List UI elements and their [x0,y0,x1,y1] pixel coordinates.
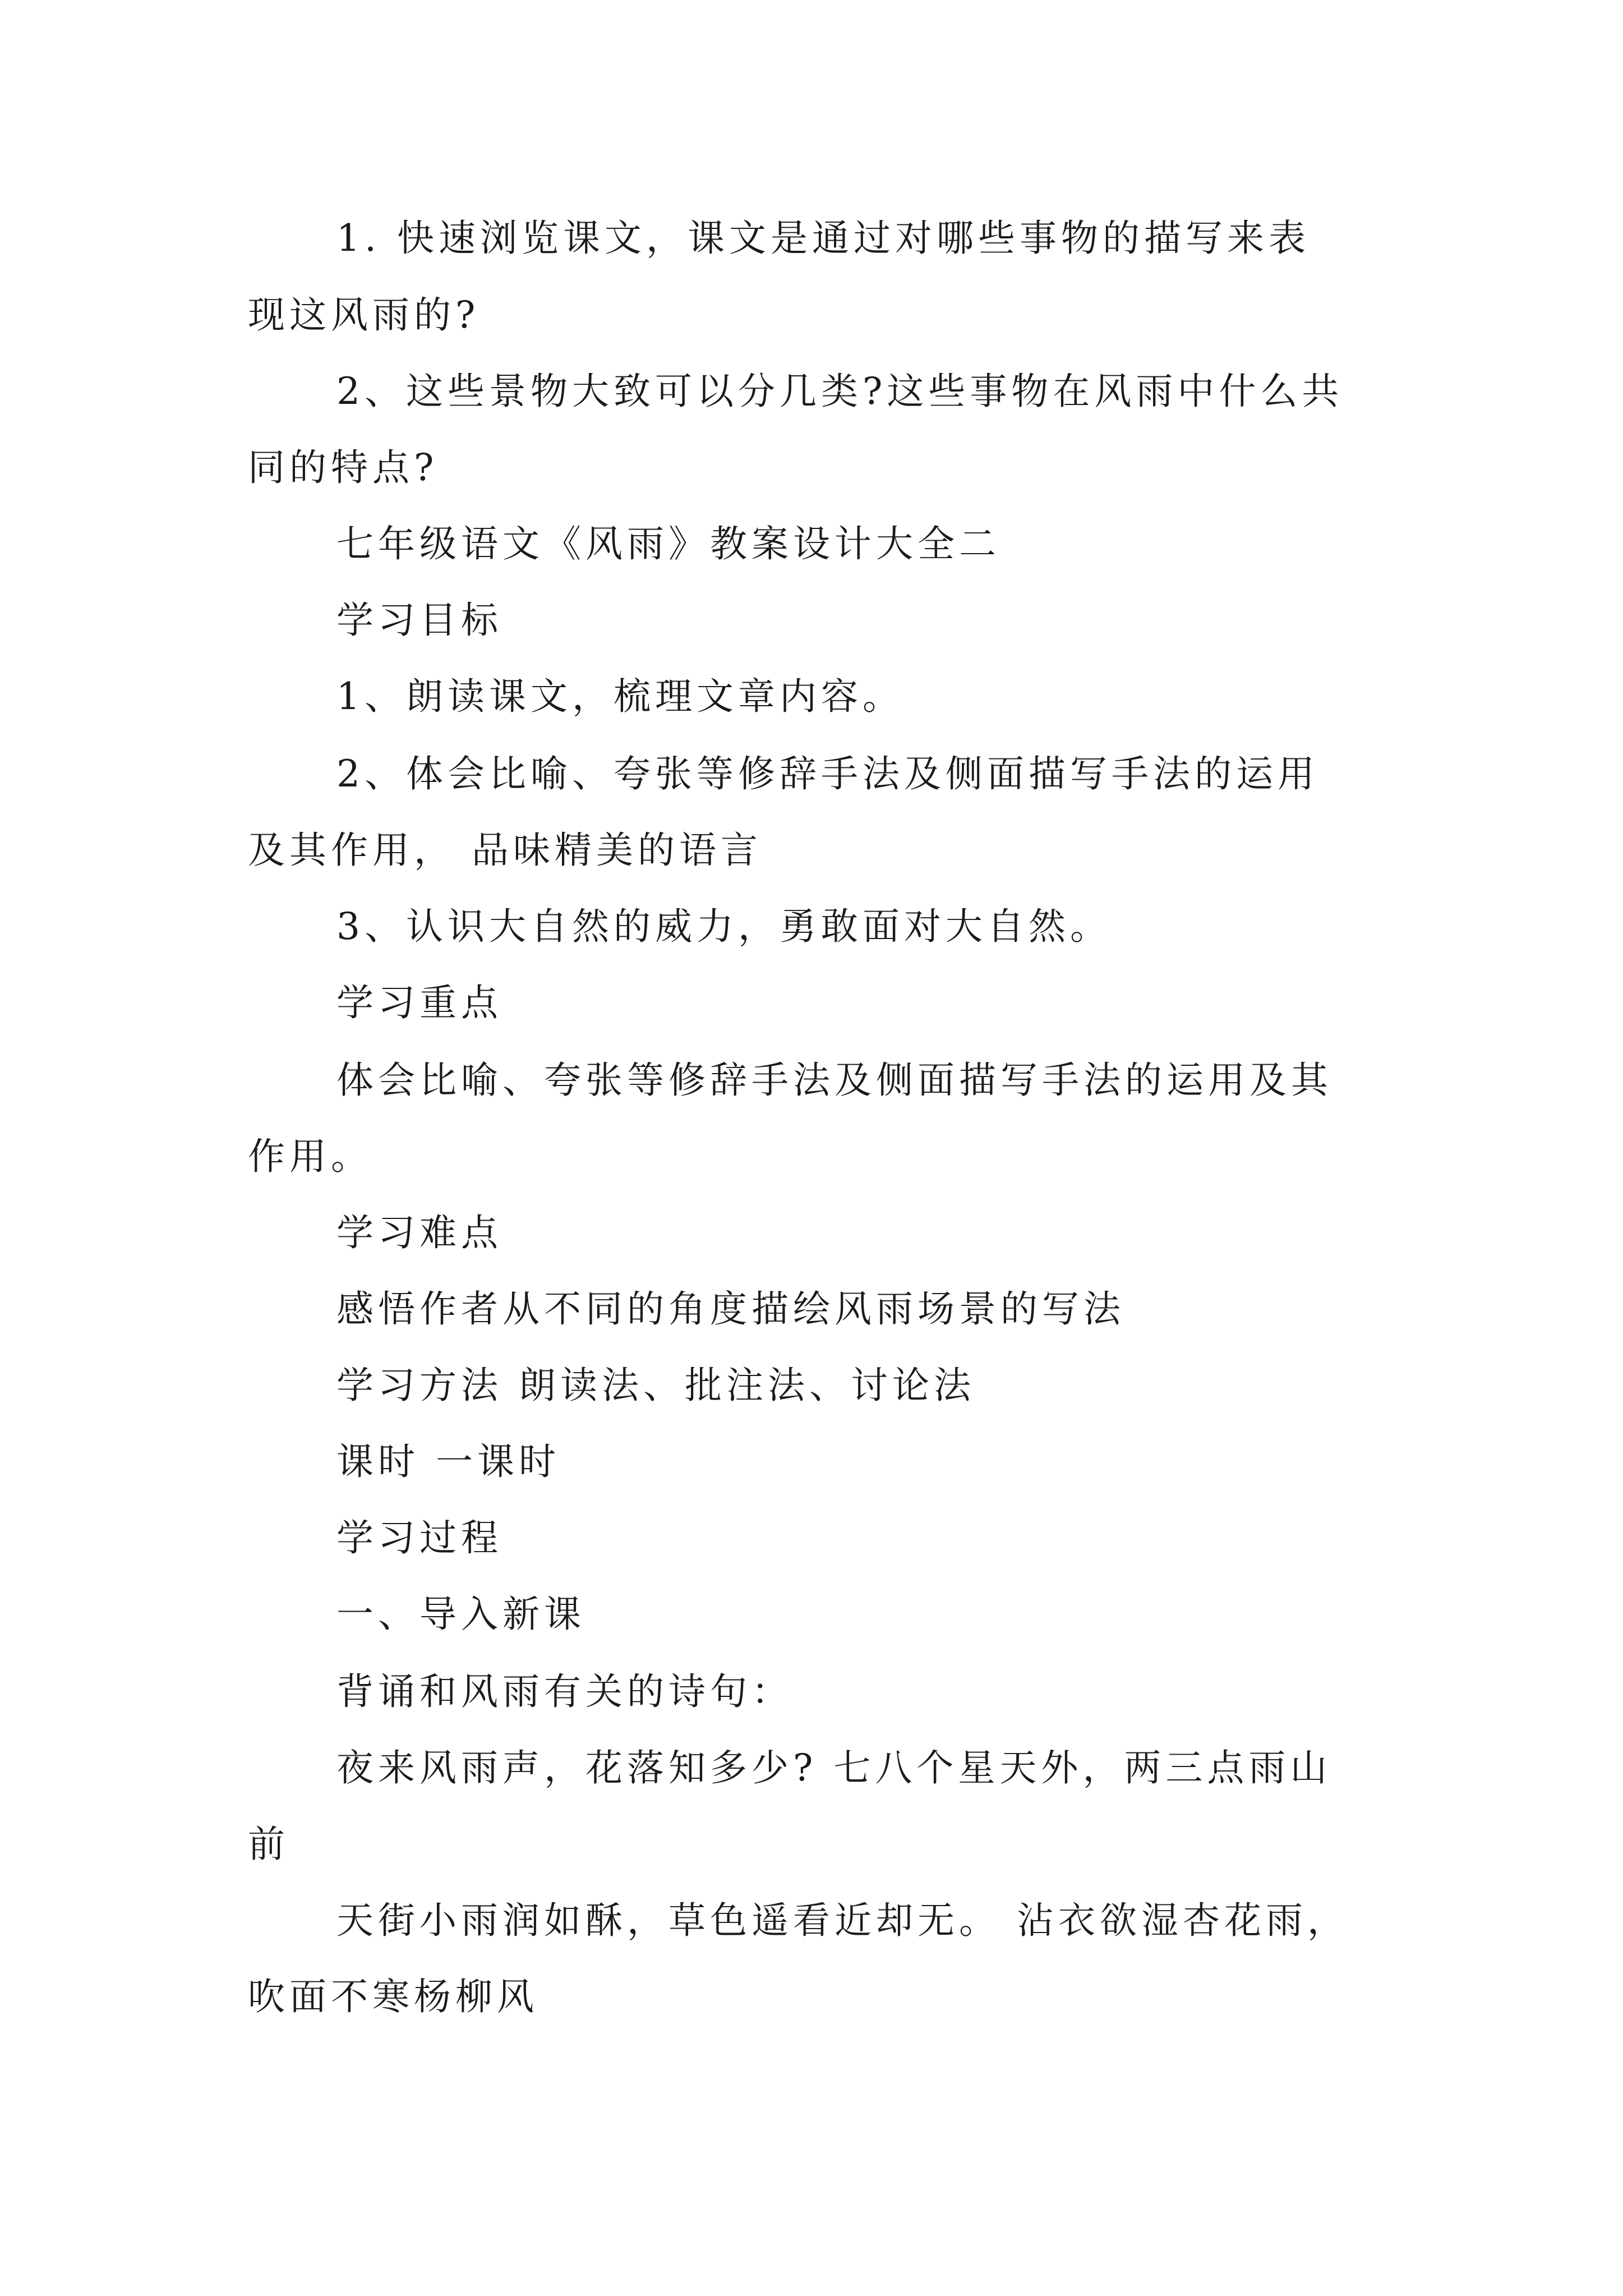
text-line: 现这风雨的? [248,293,480,337]
text-line: 作用。 [248,1135,372,1178]
text-line: 感悟作者从不同的角度描绘风雨场景的写法 [336,1287,1125,1331]
text-line: 体会比喻、夸张等修辞手法及侧面描写手法的运用及其 [336,1059,1332,1102]
text-line: 背诵和风雨有关的诗句： [336,1670,793,1713]
text-line: 夜来风雨声，花落知多少? 七八个星天外，两三点雨山 [336,1746,1332,1789]
text-line: 同的特点? [248,446,439,489]
text-line: 前 [248,1823,289,1866]
text-line: 课时 一课时 [336,1440,560,1483]
text-line: 一、导入新课 [336,1593,585,1636]
text-line: 天街小雨润如酥，草色遥看近却无。 沾衣欲湿杏花雨， [336,1899,1349,1942]
text-line: 及其作用， 品味精美的语言 [248,829,762,872]
text-line: 2、体会比喻、夸张等修辞手法及侧面描写手法的运用 [336,752,1319,795]
text-line: 3、认识大自然的威力，勇敢面对大自然。 [336,905,1112,948]
text-line: 1. 快速浏览课文，课文是通过对哪些事物的描写来表 [336,217,1310,260]
text-line: 学习目标 [336,599,502,642]
text-line: 2、这些景物大致可以分几类?这些事物在风雨中什么共 [336,370,1344,413]
section-heading: 七年级语文《风雨》教案设计大全二 [336,522,1000,565]
text-line: 吹面不寒杨柳风 [248,1975,538,2018]
text-line: 学习难点 [336,1211,502,1254]
text-line: 1、朗读课文，梳理文章内容。 [336,675,904,718]
text-line: 学习方法 朗读法、批注法、讨论法 [336,1364,975,1407]
text-line: 学习重点 [336,981,502,1024]
text-line: 学习过程 [336,1516,502,1559]
